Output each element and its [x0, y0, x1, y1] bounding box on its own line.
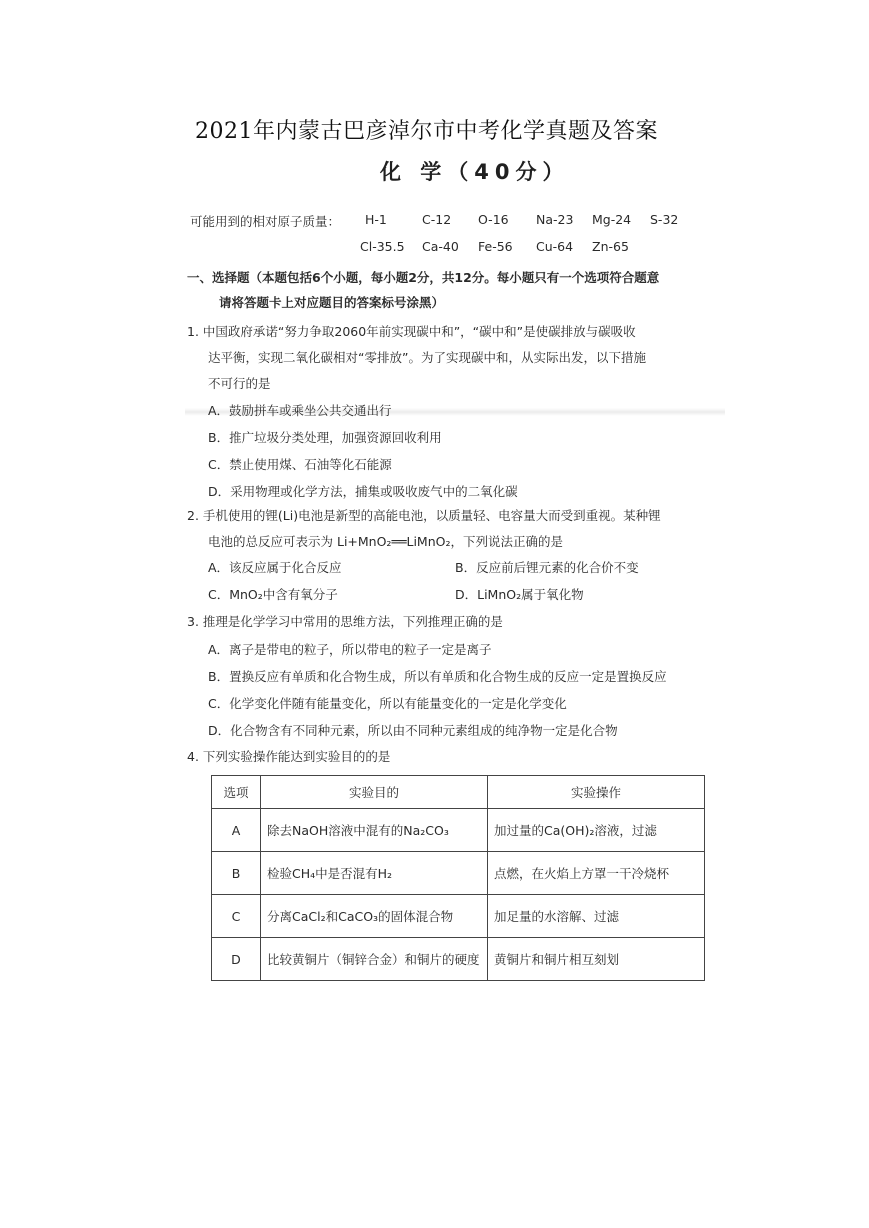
question-1-option: D．采用物理或化学方法，捕集或吸收废气中的二氧化碳	[208, 484, 518, 499]
question-3-option: A．离子是带电的粒子，所以带电的粒子一定是离子	[208, 642, 492, 657]
question-2-stem: 电池的总反应可表示为 Li+MnO₂══LiMnO₂，下列说法正确的是	[208, 534, 563, 549]
exam-subject-heading: 化 学（40分）	[380, 160, 570, 184]
atomic-mass-item: Na-23	[536, 212, 574, 227]
scanned-exam-page	[185, 150, 725, 995]
question-1-option: C．禁止使用煤、石油等化石能源	[208, 457, 392, 472]
atomic-mass-label: 可能用到的相对原子质量：	[190, 214, 341, 229]
table-cell: 除去NaOH溶液中混有的Na₂CO₃	[261, 809, 488, 852]
question-2-stem: 2. 手机使用的锂(Li)电池是新型的高能电池，以质量轻、电容量大而受到重视。某种锂	[187, 508, 661, 523]
question-1-option: A．鼓励拼车或乘坐公共交通出行	[208, 403, 392, 418]
question-3-stem: 3. 推理是化学学习中常用的思维方法，下列推理正确的是	[187, 614, 503, 629]
atomic-mass-item: Zn-65	[592, 239, 629, 254]
table-header: 实验操作	[488, 776, 705, 809]
atomic-mass-item: Ca-40	[422, 239, 459, 254]
experiment-table	[211, 775, 705, 981]
atomic-mass-item: O-16	[478, 212, 509, 227]
table-cell: 比较黄铜片（铜锌合金）和铜片的硬度	[261, 938, 488, 981]
table-row	[212, 895, 705, 938]
section-instruction: 请将答题卡上对应题目的答案标号涂黑）	[219, 295, 445, 310]
table-header: 实验目的	[261, 776, 488, 809]
table-cell: 点燃，在火焰上方罩一干冷烧杯	[488, 852, 705, 895]
question-3-option: D．化合物含有不同种元素，所以由不同种元素组成的纯净物一定是化合物	[208, 723, 618, 738]
table-header-row	[212, 776, 705, 809]
question-2-option: D．LiMnO₂属于氧化物	[455, 587, 584, 602]
table-cell: B	[212, 852, 261, 895]
table-cell: A	[212, 809, 261, 852]
table-cell: C	[212, 895, 261, 938]
table-header: 选项	[212, 776, 261, 809]
table-row	[212, 938, 705, 981]
question-3-option: B．置换反应有单质和化合物生成，所以有单质和化合物生成的反应一定是置换反应	[208, 669, 667, 684]
table-row	[212, 852, 705, 895]
table-cell: 黄铜片和铜片相互刻划	[488, 938, 705, 981]
question-3-option: C．化学变化伴随有能量变化，所以有能量变化的一定是化学变化	[208, 696, 567, 711]
question-2-option: A．该反应属于化合反应	[208, 560, 342, 575]
atomic-mass-item: Fe-56	[478, 239, 513, 254]
table-cell: 加过量的Ca(OH)₂溶液，过滤	[488, 809, 705, 852]
atomic-mass-item: Cu-64	[536, 239, 574, 254]
atomic-mass-item: C-12	[422, 212, 452, 227]
question-2-option: C．MnO₂中含有氧分子	[208, 587, 338, 602]
table-cell: 检验CH₄中是否混有H₂	[261, 852, 488, 895]
atomic-mass-item: Mg-24	[592, 212, 632, 227]
table-cell: D	[212, 938, 261, 981]
section-heading: 一、选择题（本题包括6个小题，每小题2分，共12分。每小题只有一个选项符合题意	[187, 270, 660, 285]
question-4-stem: 4. 下列实验操作能达到实验目的的是	[187, 749, 391, 764]
question-1-option: B．推广垃圾分类处理，加强资源回收利用	[208, 430, 442, 445]
table-cell: 分离CaCl₂和CaCO₃的固体混合物	[261, 895, 488, 938]
question-1-stem: 1. 中国政府承诺“努力争取2060年前实现碳中和”，“碳中和”是使碳排放与碳吸收	[187, 324, 636, 339]
table-cell: 加足量的水溶解、过滤	[488, 895, 705, 938]
atomic-mass-item: Cl-35.5	[360, 239, 405, 254]
table-row	[212, 809, 705, 852]
atomic-mass-item: S-32	[650, 212, 679, 227]
document-title: 2021年内蒙古巴彦淖尔市中考化学真题及答案	[195, 119, 658, 144]
question-2-option: B．反应前后锂元素的化合价不变	[455, 560, 639, 575]
question-1-stem: 达平衡，实现二氧化碳相对“零排放”。为了实现碳中和，从实际出发，以下措施	[208, 350, 646, 365]
question-1-stem: 不可行的是	[208, 376, 271, 391]
atomic-mass-item: H-1	[365, 212, 387, 227]
